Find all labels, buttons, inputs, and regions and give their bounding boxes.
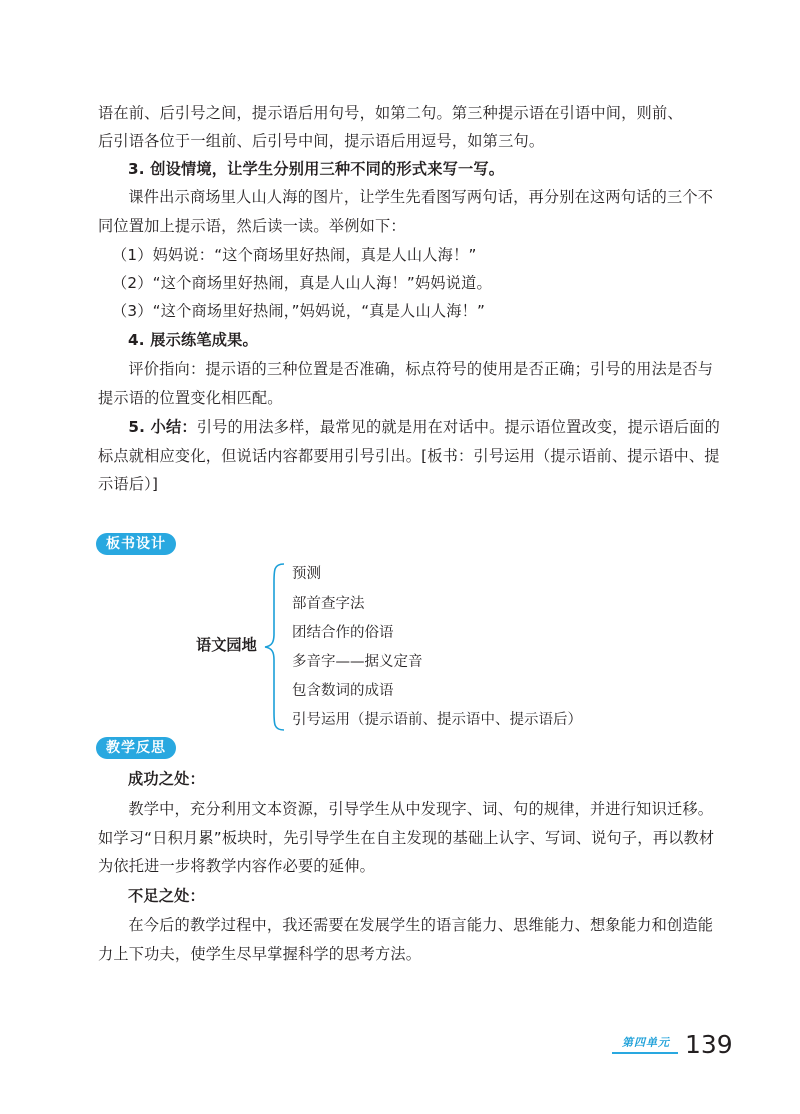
page-number: 139: [685, 1030, 733, 1059]
step-5-body: 引号的用法多样，最常见的就是用在对话中。提示语位置改变，提示语后面的标点就相应变化，但说话内容都要用引号引出。[板书：引号运用（提示语前、提示语中、提示语后）]: [98, 418, 720, 493]
step-3-heading: 3. 创设情境，让学生分别用三种不同的形式来写一写。: [128, 160, 505, 178]
step-4-heading: 4. 展示练笔成果。: [128, 331, 258, 349]
unit-label: 第四单元: [622, 1036, 670, 1049]
board-item: 团结合作的俗语: [292, 625, 394, 641]
teaching-reflection-badge: 教学反思: [96, 737, 176, 759]
success-heading: 成功之处：: [128, 770, 205, 788]
board-item: 多音字——据义定音: [292, 654, 423, 670]
step-3-body: 课件出示商场里人山人海的图片，让学生先看图写两句话，再分别在这两句话的三个不同位置加上提示语，然后读一读。举例如下：: [98, 188, 714, 235]
board-item: 预测: [292, 566, 321, 582]
brace-icon: [262, 562, 288, 732]
step-5-label: 5. 小结：: [128, 418, 197, 436]
shortfall-heading: 不足之处：: [128, 887, 205, 905]
footer-divider: [612, 1052, 678, 1054]
board-item: 包含数词的成语: [292, 683, 394, 699]
board-item: 引号运用（提示语前、提示语中、提示语后）: [292, 712, 582, 728]
paragraph-line: 语在前、后引号之间，提示语后用句号，如第二句。第三种提示语在引语中间，则前、: [98, 104, 683, 122]
example-1: （1）妈妈说：“这个商场里好热闹，真是人山人海！”: [112, 246, 477, 264]
success-body: 教学中，充分利用文本资源，引导学生从中发现字、词、句的规律，并进行知识迁移。如学习“日积月累”板块时，先引导学生在自主发现的基础上认字、写词、说句子，再以教材为依托进一步将教学内容作必要的延伸。: [98, 800, 715, 875]
board-design-badge: 板书设计: [96, 533, 176, 555]
example-2: （2）“这个商场里好热闹，真是人山人海！”妈妈说道。: [112, 274, 492, 292]
shortfall-body: 在今后的教学过程中，我还需要在发展学生的语言能力、思维能力、想象能力和创造能力上下功夫，使学生尽早掌握科学的思考方法。: [98, 916, 714, 963]
step-5-paragraph: [98, 413, 723, 499]
board-center-title: 语文园地: [196, 636, 257, 654]
step-4-body: 评价指向：提示语的三种位置是否准确，标点符号的使用是否正确；引号的用法是否与提示语的位置变化相匹配。: [98, 360, 714, 407]
example-3: （3）“这个商场里好热闹，”妈妈说，“真是人山人海！”: [112, 302, 486, 320]
paragraph-line: 后引语各位于一组前、后引号中间，提示语后用逗号，如第三句。: [98, 132, 545, 150]
board-item: 部首查字法: [292, 596, 365, 612]
